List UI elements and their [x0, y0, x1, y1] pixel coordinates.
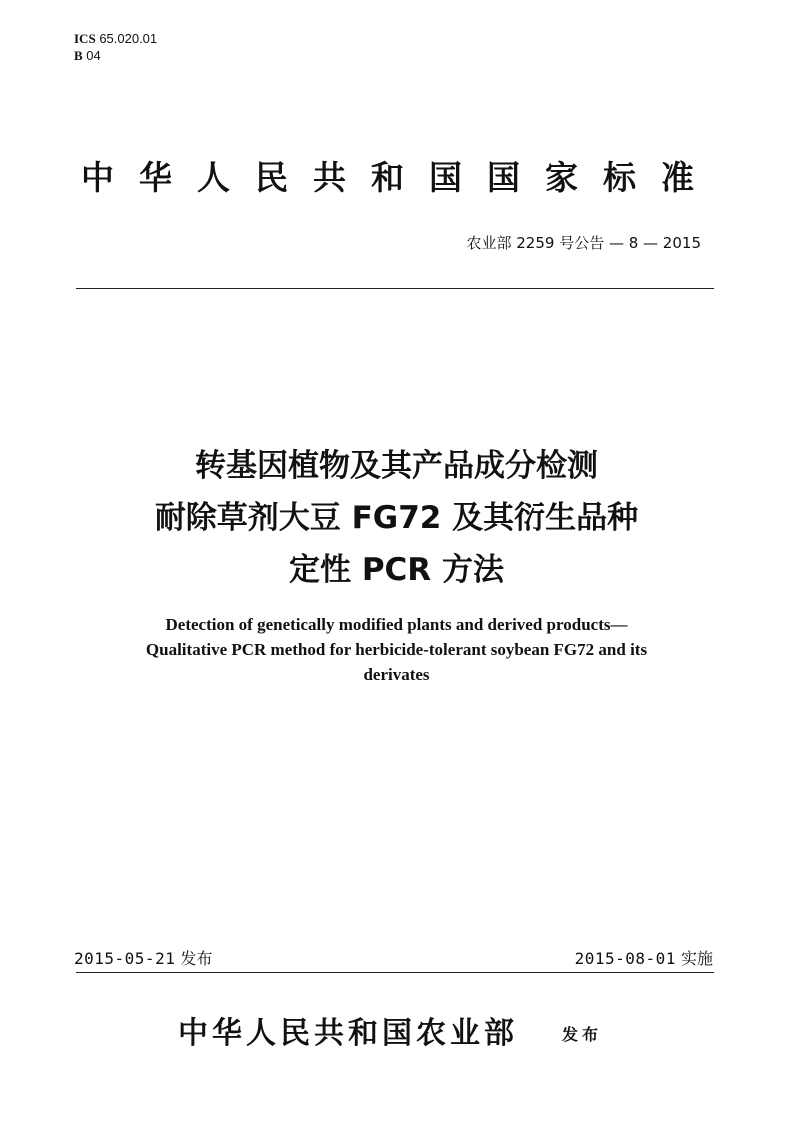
- title-en-line1: Detection of genetically modified plants and derived products—: [165, 615, 628, 634]
- implement-date: 2015-08-01: [574, 949, 676, 968]
- ccs-code: [74, 47, 157, 64]
- ccs-label: B: [74, 48, 83, 63]
- implement-label: 实施: [680, 949, 713, 968]
- publisher-suffix: 发布: [562, 1025, 603, 1044]
- publisher-name: 中华人民共和国农业部: [178, 1016, 518, 1051]
- title-en-line2: Qualitative PCR method for herbicide-tolerant soybean FG72 and its: [145, 640, 648, 659]
- footer-divider: [76, 972, 714, 973]
- title-zh-line1: 转基因植物及其产品成分检测: [195, 448, 598, 484]
- issue-label: 发布: [180, 949, 213, 968]
- issue-date: 2015-05-21: [74, 949, 176, 968]
- national-standard-title: 中华人民共和国国家标准: [81, 158, 719, 197]
- classification-codes: [74, 30, 157, 64]
- ics-value: 65.020.01: [99, 31, 158, 46]
- standard-number: 农业部 2259 号公告 — 8 — 2015: [466, 234, 701, 252]
- issue-date-block: [74, 946, 212, 969]
- title-en-line3: derivates: [363, 665, 430, 684]
- ics-code: [74, 30, 157, 47]
- ics-label: ICS: [74, 31, 96, 46]
- ccs-value: 04: [86, 48, 101, 63]
- title-zh-line3: 定性 PCR 方法: [289, 552, 504, 588]
- title-zh-line2: 耐除草剂大豆 FG72 及其衍生品种: [154, 500, 639, 536]
- implement-date-block: [575, 946, 713, 969]
- header-divider: [76, 288, 714, 289]
